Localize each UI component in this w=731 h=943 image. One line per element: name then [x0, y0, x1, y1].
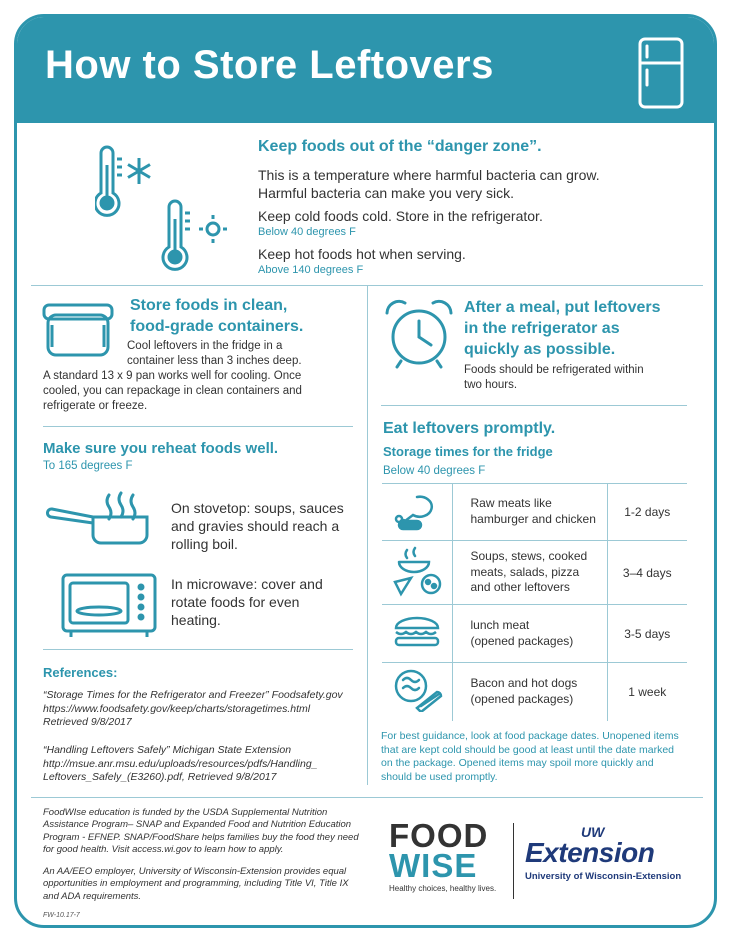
- microwave-line2: rotate foods for even: [171, 594, 300, 611]
- table-row: [382, 541, 687, 605]
- reheat-temp: To 165 degrees F: [43, 460, 133, 472]
- uw-big: Extension: [525, 837, 655, 868]
- stovetop-line1: On stovetop: soups, sauces: [171, 500, 344, 516]
- containers-body-1: Cool leftovers in the fridge in a: [127, 340, 283, 352]
- food-line1: lunch meat: [470, 617, 530, 632]
- hot-temp-text: Above 140 degrees F: [258, 264, 364, 276]
- sandwich-icon: [392, 614, 442, 650]
- food-line2: meats, salads, pizza: [470, 564, 580, 579]
- danger-zone-line1: This is a temperature where harmful bacteria can grow.: [258, 167, 600, 183]
- table-row: [382, 484, 687, 541]
- storage-time: 3–4 days: [607, 541, 687, 605]
- containers-heading-2: food-grade containers.: [130, 317, 304, 335]
- after-meal-heading-3: quickly as possible.: [464, 340, 616, 358]
- eat-note-3: on the package. Opened items may spoil more quickly and: [381, 757, 654, 770]
- eeo-line1: An AA/EEO employer, University of Wisconsin-Extension provides equal: [43, 866, 347, 877]
- microwave-line1: In microwave: cover and: [171, 576, 323, 592]
- divider: [31, 797, 703, 798]
- funding-line2: Assistance Program– SNAP and Expanded Food and Nutrition Education: [43, 819, 352, 831]
- food-line1: Bacon and hot dogs: [470, 676, 578, 691]
- stovetop-pan-icon: [43, 489, 155, 555]
- foodwise-logo: [389, 817, 511, 894]
- page-title: How to Store Leftovers: [45, 43, 494, 87]
- food-line2: hamburger and chicken: [470, 512, 596, 526]
- danger-zone-heading: Keep foods out of the “danger zone”.: [258, 138, 542, 155]
- storage-time: 1 week: [607, 663, 687, 721]
- eat-temp: Below 40 degrees F: [383, 465, 486, 477]
- food-line3: and other leftovers: [470, 580, 570, 595]
- eat-subheading: Storage times for the fridge: [383, 444, 553, 459]
- eat-note-4: should be used promptly.: [381, 770, 498, 783]
- ref1-url[interactable]: https://www.foodsafety.gov/keep/charts/storagetimes.html: [43, 702, 311, 715]
- food-line2: (opened packages): [470, 633, 574, 648]
- after-meal-body-2: two hours.: [464, 378, 518, 391]
- page-frame: [14, 14, 717, 928]
- after-meal-heading-1: After a meal, put leftovers: [464, 299, 661, 316]
- ref2-url1[interactable]: http://msue.anr.msu.edu/uploads/resources/pdfs/Handling_: [43, 757, 318, 770]
- foodwise-line1: FOOD: [389, 817, 489, 854]
- uw-extension-logo: [525, 825, 705, 883]
- reheat-heading: Make sure you reheat foods well.: [43, 440, 279, 457]
- storage-time: 3-5 days: [607, 605, 687, 663]
- divider: [43, 426, 353, 427]
- after-meal-body-1: Foods should be refrigerated within: [464, 364, 644, 376]
- funding-line3: Program - EFNEP. SNAP/FoodShare helps families buy the food they need: [43, 831, 359, 843]
- ref1-title: “Storage Times for the Refrigerator and Freezer” Foodsafety.gov: [43, 689, 343, 701]
- containers-heading-1: Store foods in clean,: [130, 297, 288, 314]
- table-row: [382, 663, 687, 721]
- logo-divider: [513, 823, 514, 899]
- stovetop-line3: rolling boil.: [171, 536, 238, 553]
- references-heading: References:: [43, 665, 118, 680]
- microwave-icon: [61, 573, 157, 639]
- eeo-line2: opportunities in employment and programming, including Title VI, Title IX: [43, 878, 349, 890]
- funding-line1: FoodWIse education is funded by the USDA Supplemental Nutrition: [43, 807, 328, 818]
- header-banner: [17, 17, 714, 123]
- meat-icon: [393, 491, 441, 531]
- food-line1: Raw meats like: [470, 496, 552, 511]
- eat-note-2: that are kept cold should be good at least until the date marked: [381, 743, 675, 756]
- cold-foods-text: Keep cold foods cold. Store in the refrigerator.: [258, 208, 543, 224]
- containers-body-3: A standard 13 x 9 pan works well for cooling. Once: [43, 370, 302, 382]
- form-code: FW-10.17-7: [43, 912, 80, 919]
- container-icon: [42, 299, 114, 361]
- divider: [381, 405, 687, 406]
- fridge-icon: [638, 37, 684, 109]
- ref2-url2[interactable]: Leftovers_Safely_(E3260).pdf, Retrieved 9/8/2017: [43, 771, 277, 784]
- bacon-hotdog-icon: [391, 668, 443, 712]
- alarm-clock-icon: [381, 297, 457, 371]
- food-line2: (opened packages): [470, 691, 574, 706]
- hot-foods-text: Keep hot foods hot when serving.: [258, 246, 466, 262]
- eat-heading: Eat leftovers promptly.: [383, 420, 556, 437]
- foodwise-tagline: Healthy choices, healthy lives.: [389, 884, 497, 893]
- cold-temp-text: Below 40 degrees F: [258, 226, 356, 238]
- ref1-date: Retrieved 9/8/2017: [43, 716, 132, 729]
- containers-body-2: container less than 3 inches deep.: [127, 354, 302, 367]
- microwave-line3: heating.: [171, 612, 221, 629]
- foodwise-line2: WISE: [389, 847, 478, 884]
- containers-body-4: cooled, you can repackage in clean containers and: [43, 384, 302, 397]
- eat-note-1: For best guidance, look at food package dates. Unopened items: [381, 730, 679, 742]
- uw-sub: University of Wisconsin-Extension: [525, 871, 682, 882]
- food-line1: Soups, stews, cooked: [470, 549, 588, 564]
- stovetop-line2: and gravies should reach a: [171, 518, 340, 535]
- soup-pizza-icon: [391, 544, 443, 598]
- uw-small: UW: [581, 824, 605, 840]
- storage-time: 1-2 days: [607, 484, 687, 541]
- containers-body-5: refrigerate or freeze.: [43, 399, 148, 412]
- table-row: [382, 605, 687, 663]
- column-divider: [367, 285, 368, 785]
- ref2-title: “Handling Leftovers Safely” Michigan State Extension: [43, 744, 292, 756]
- divider: [43, 649, 353, 650]
- funding-line4: for good health. Visit access.wi.gov to learn how to apply.: [43, 844, 284, 856]
- thermometer-cold-hot-icon: [95, 145, 245, 275]
- after-meal-heading-2: in the refrigerator as: [464, 319, 620, 337]
- table-icon-cell: [382, 484, 452, 541]
- danger-zone-line2: Harmful bacteria can make you very sick.: [258, 185, 514, 202]
- storage-table: [382, 483, 687, 721]
- eeo-line3: and ADA requirements.: [43, 890, 142, 902]
